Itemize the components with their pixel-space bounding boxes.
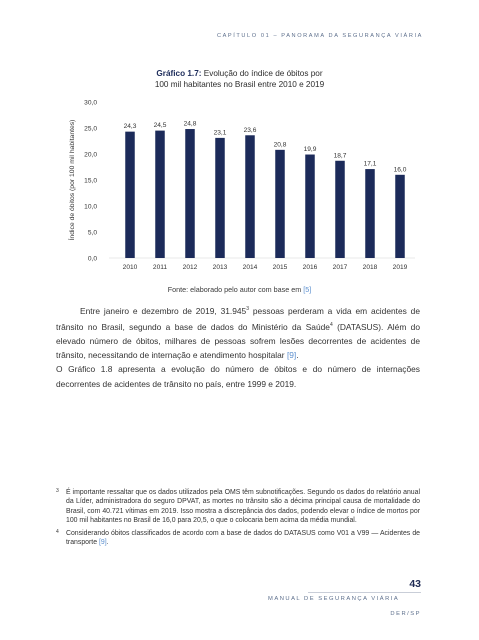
x-tick-label: 2011 [152, 264, 168, 271]
bar [335, 161, 345, 258]
p1-text-c: (DATASUS). Além do elevado número de óbitos, milhares de pessoas sofrem lesões decorrentes de acidentes de trânsito, necessitando de internação e atendimento hospitalar [56, 321, 420, 361]
p1-text-b: pessoas perderam a vida em acidentes de trânsito no Brasil, segundo a base de dados do Ministério da Saúde [56, 305, 420, 332]
paragraph-1 [56, 302, 420, 362]
data-label: 23,1 [213, 129, 227, 137]
p1-text-a: Entre janeiro e dezembro de 2019, 31.945 [80, 305, 247, 316]
x-tick-label: 2016 [302, 264, 318, 271]
citation-link-9[interactable]: [9] [98, 539, 107, 547]
x-tick-label: 2013 [212, 264, 228, 271]
bar [365, 169, 375, 258]
y-tick-label: 25,0 [84, 125, 97, 133]
footnote-ref-3: 3 [246, 306, 249, 312]
y-tick-label: 20,0 [84, 151, 97, 159]
chart-title-line2: 100 mil habitantes no Brasil entre 2010 e 2019 [154, 80, 325, 89]
bar [395, 175, 405, 258]
bar [275, 150, 285, 258]
footnote-number: 3 [56, 488, 59, 494]
footnote-number: 4 [56, 528, 59, 535]
body-text [56, 302, 420, 391]
x-tick-label: 2012 [182, 264, 198, 271]
bar-chart [55, 92, 425, 277]
chapter-header: CAPÍTULO 01 – PANORAMA DA SEGURANÇA VIÁRIA [216, 33, 423, 39]
chart-source [0, 285, 479, 294]
data-label: 20,8 [273, 141, 287, 149]
x-tick-label: 2015 [272, 264, 288, 271]
page-number: 43 [409, 578, 421, 590]
x-tick-label: 2018 [362, 264, 378, 271]
footnote-tail: . [106, 539, 109, 547]
footnote-4 [56, 529, 420, 548]
y-tick-label: 0,0 [87, 255, 97, 263]
x-tick-label: 2010 [122, 264, 138, 271]
data-label: 24,3 [123, 123, 137, 131]
footnotes [56, 488, 420, 550]
bar [215, 138, 225, 258]
x-tick-label: 2017 [332, 264, 348, 271]
chart-title [0, 68, 479, 90]
data-label: 19,9 [303, 146, 317, 154]
bar [125, 132, 135, 258]
bar [305, 155, 315, 258]
paragraph-2: O Gráfico 1.8 apresenta a evolução do número de óbitos e do número de internações decorrentes de acidentes de trânsito no país, entre 1999 e 2019. [56, 364, 420, 389]
y-tick-label: 15,0 [84, 177, 97, 185]
data-label: 24,8 [183, 120, 197, 128]
y-axis-label: Índice de óbitos (por 100 mil habitantes) [69, 119, 76, 241]
bar [155, 131, 165, 258]
data-label: 23,6 [243, 126, 257, 134]
footer-divider [308, 592, 421, 593]
bar [245, 135, 255, 258]
x-tick-label: 2014 [242, 264, 258, 271]
y-tick-label: 10,0 [84, 203, 97, 211]
footer-manual-title: MANUAL DE SEGURANÇA VIÁRIA [268, 596, 400, 602]
p1-text-d: . [296, 350, 299, 361]
y-tick-label: 5,0 [87, 229, 97, 237]
data-label: 18,7 [333, 152, 347, 160]
footnote-3 [56, 488, 420, 526]
data-label: 16,0 [393, 166, 407, 174]
x-tick-label: 2019 [392, 264, 408, 271]
bar [185, 129, 195, 258]
data-label: 24,5 [153, 122, 167, 130]
data-label: 17,1 [363, 160, 377, 168]
footnote-text: É importante ressaltar que os dados utilizados pela OMS têm subnotificações. Segundo os dados do relatório anual da Líder, administradora do seguro DPVAT, as mortes no trânsito são a décima principal causa de mortalidade do Brasil, com 40.721 vítimas em 2019. Isso mostra a discrepância dos dados, podendo elevar o índice de mortos por 100 mil habitantes no Brasil de 16,0 para 20,5, o que o colocaria bem acima da média mundial. [66, 489, 420, 525]
footnote-ref-4: 4 [329, 322, 333, 328]
footnote-text: Considerando óbitos classificados de acordo com a base de dados do DATASUS como V01 a V99 — Acidentes de transporte [66, 529, 420, 547]
source-ref-link[interactable]: [5] [303, 285, 312, 294]
citation-link-9[interactable]: [9] [286, 350, 297, 361]
chart-title-line1: Evolução do índice de óbitos por [201, 69, 323, 78]
source-text: Fonte: elaborado pelo autor com base em [167, 285, 304, 294]
footer-org: DER/SP [390, 611, 421, 617]
y-tick-label: 30,0 [84, 99, 97, 107]
chart-title-label: Gráfico 1.7: [156, 69, 202, 78]
